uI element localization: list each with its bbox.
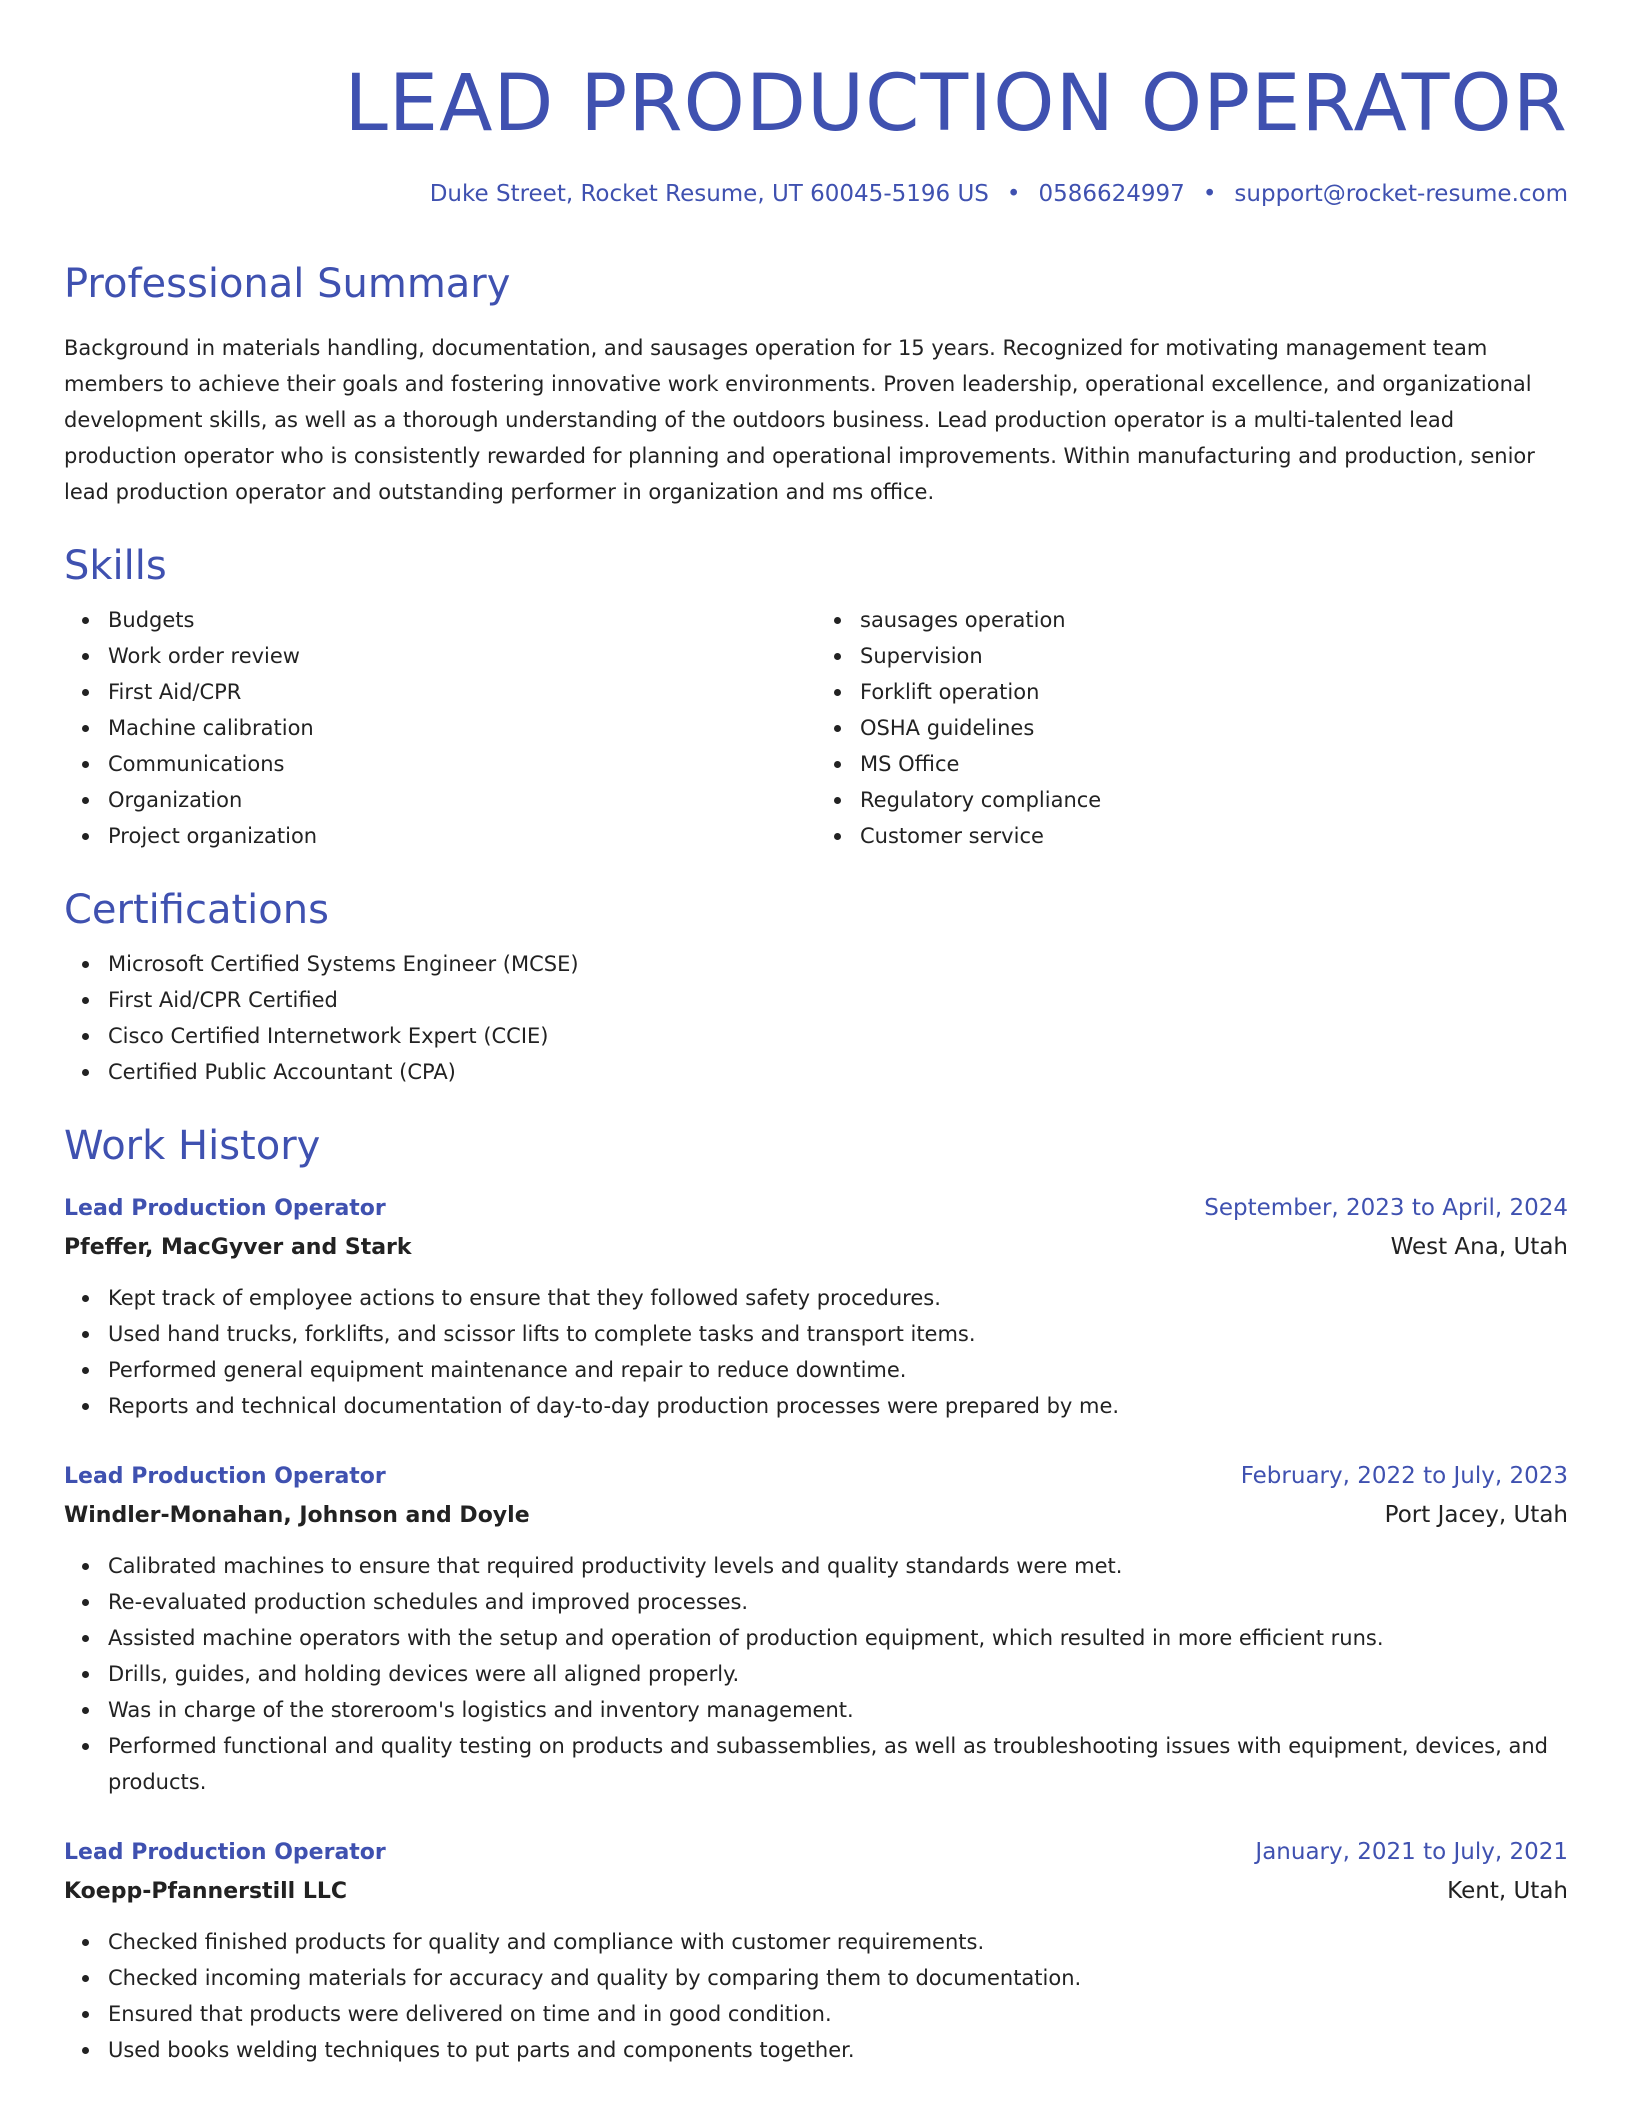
job-duties: [64, 1548, 1568, 1800]
job-duty: Reports and technical documentation of day-to-day production processes were prepared by me.: [108, 1388, 1568, 1424]
job-duty: Checked incoming materials for accuracy and quality by comparing them to documentation.: [108, 1960, 1568, 1996]
job-location: Port Jacey, Utah: [1384, 1502, 1568, 1528]
job-duty: Assisted machine operators with the setup and operation of production equipment, which resulted in more efficient runs.: [108, 1620, 1568, 1656]
skill-item: Budgets: [108, 602, 816, 638]
skill-item: Organization: [108, 782, 816, 818]
job-duty: Checked finished products for quality and compliance with customer requirements.: [108, 1924, 1568, 1960]
resume-page: [64, 0, 1568, 2068]
skill-item: Project organization: [108, 818, 816, 854]
job-title: Lead Production Operator: [64, 1196, 386, 1221]
certifications-list: [64, 946, 1568, 1090]
job-dates: September, 2023 to April, 2024: [1204, 1195, 1568, 1221]
summary-text: Background in materials handling, documentation, and sausages operation for 15 years. Recognized for motivating management team members to achieve their goals and fostering innovative work environments. Proven leadership, operational excellence, and organizational development skills, as well as a thorough understanding of the outdoors business. Lead production operator is a multi-talented lead production operator who is consistently rewarded for planning and operational improvements. Within manufacturing and production, senior lead production operator and outstanding performer in organization and ms office.: [64, 336, 1535, 504]
job-duty: Used books welding techniques to put parts and components together.: [108, 2032, 1568, 2068]
skills-column-left: [64, 602, 816, 854]
email-link[interactable]: support@rocket-resume.com: [1234, 181, 1568, 207]
phone: 0586624997: [1038, 181, 1185, 207]
job-entry: [64, 1458, 1568, 1800]
job-duty: Kept track of employee actions to ensure that they followed safety procedures.: [108, 1280, 1568, 1316]
job-duty: Performed functional and quality testing on products and subassemblies, as well as troubleshooting issues with equipment, devices, and products.: [108, 1728, 1568, 1800]
certification-item: Certified Public Accountant (CPA): [108, 1054, 1568, 1090]
job-location: Kent, Utah: [1447, 1878, 1568, 1904]
candidate-name: LEAD PRODUCTION OPERATOR: [344, 59, 1568, 149]
job-dates: February, 2022 to July, 2023: [1240, 1463, 1568, 1489]
section-title-skills: Skills: [64, 543, 167, 589]
separator-dot: •: [1202, 181, 1217, 207]
skill-item: Work order review: [108, 638, 816, 674]
section-title-summary: Professional Summary: [64, 261, 511, 307]
job-entry: [64, 1834, 1568, 2068]
certification-item: Cisco Certified Internetwork Expert (CCIE): [108, 1018, 1568, 1054]
job-company: Pfeffer, MacGyver and Stark: [64, 1235, 412, 1260]
job-title: Lead Production Operator: [64, 1464, 386, 1489]
job-duty: Was in charge of the storeroom's logistics and inventory management.: [108, 1692, 1568, 1728]
skill-item: MS Office: [860, 746, 1568, 782]
skill-item: Machine calibration: [108, 710, 816, 746]
job-company: Windler-Monahan, Johnson and Doyle: [64, 1503, 530, 1528]
job-duty: Used hand trucks, forklifts, and scissor lifts to complete tasks and transport items.: [108, 1316, 1568, 1352]
job-duty: Calibrated machines to ensure that required productivity levels and quality standards were met.: [108, 1548, 1568, 1584]
skill-item: sausages operation: [860, 602, 1568, 638]
section-title-work-history: Work History: [64, 1123, 321, 1169]
job-duty: Drills, guides, and holding devices were all aligned properly.: [108, 1656, 1568, 1692]
section-title-certifications: Certifications: [64, 887, 329, 933]
contact-line: [64, 178, 1568, 210]
separator-dot: •: [1006, 181, 1021, 207]
job-title: Lead Production Operator: [64, 1840, 386, 1865]
job-duty: Performed general equipment maintenance and repair to reduce downtime.: [108, 1352, 1568, 1388]
skill-item: Customer service: [860, 818, 1568, 854]
job-location: West Ana, Utah: [1390, 1234, 1568, 1260]
skill-item: Regulatory compliance: [860, 782, 1568, 818]
skills-column-right: [816, 602, 1568, 854]
address: Duke Street, Rocket Resume, UT 60045-5196 US: [429, 181, 989, 207]
skills-list: [64, 592, 1568, 854]
skill-item: Communications: [108, 746, 816, 782]
job-dates: January, 2021 to July, 2021: [1255, 1839, 1568, 1865]
skill-item: Forklift operation: [860, 674, 1568, 710]
skill-item: First Aid/CPR: [108, 674, 816, 710]
skill-item: OSHA guidelines: [860, 710, 1568, 746]
job-duty: Ensured that products were delivered on time and in good condition.: [108, 1996, 1568, 2032]
job-duties: [64, 1924, 1568, 2068]
skill-item: Supervision: [860, 638, 1568, 674]
certification-item: First Aid/CPR Certified: [108, 982, 1568, 1018]
job-entry: [64, 1190, 1568, 1424]
certification-item: Microsoft Certified Systems Engineer (MCSE): [108, 946, 1568, 982]
job-company: Koepp-Pfannerstill LLC: [64, 1879, 348, 1904]
job-duty: Re-evaluated production schedules and improved processes.: [108, 1584, 1568, 1620]
job-duties: [64, 1280, 1568, 1424]
